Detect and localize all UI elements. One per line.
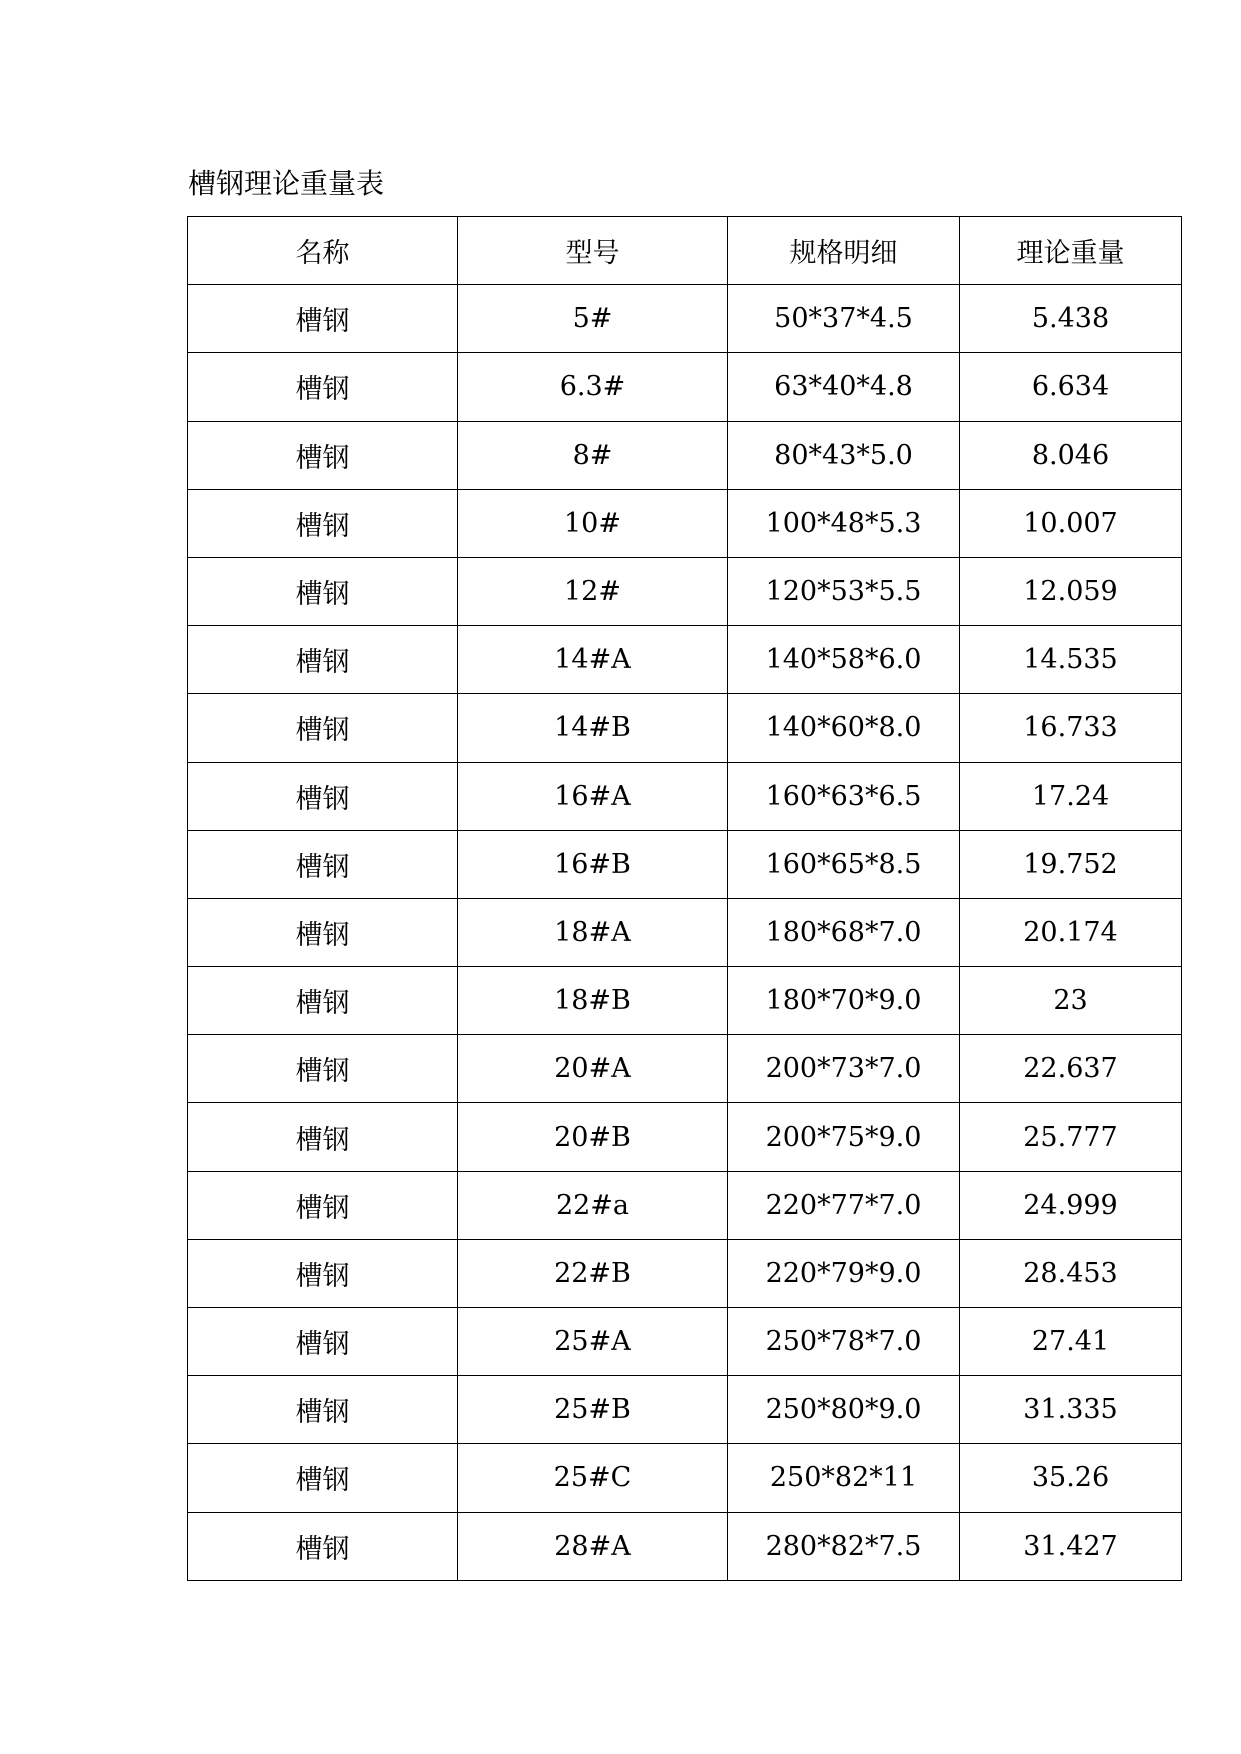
cell-model: 18#B bbox=[458, 967, 728, 1035]
cell-model: 22#a bbox=[458, 1171, 728, 1239]
cell-spec: 100*48*5.3 bbox=[728, 489, 960, 557]
cell-model: 25#B bbox=[458, 1376, 728, 1444]
cell-spec: 120*53*5.5 bbox=[728, 557, 960, 625]
cell-name: 槽钢 bbox=[188, 830, 458, 898]
cell-weight: 20.174 bbox=[960, 898, 1182, 966]
table-row bbox=[188, 1376, 1182, 1444]
cell-model: 8# bbox=[458, 421, 728, 489]
cell-spec: 200*73*7.0 bbox=[728, 1035, 960, 1103]
cell-model: 20#A bbox=[458, 1035, 728, 1103]
table-row bbox=[188, 1239, 1182, 1307]
cell-spec: 200*75*9.0 bbox=[728, 1103, 960, 1171]
cell-weight: 10.007 bbox=[960, 489, 1182, 557]
cell-spec: 250*78*7.0 bbox=[728, 1308, 960, 1376]
channel-steel-weight-table bbox=[187, 216, 1182, 1581]
table-row bbox=[188, 898, 1182, 966]
cell-name: 槽钢 bbox=[188, 1308, 458, 1376]
cell-weight: 22.637 bbox=[960, 1035, 1182, 1103]
cell-model: 25#C bbox=[458, 1444, 728, 1512]
page-title: 槽钢理论重量表 bbox=[188, 167, 385, 200]
cell-name: 槽钢 bbox=[188, 1444, 458, 1512]
table-row bbox=[188, 1103, 1182, 1171]
cell-model: 16#B bbox=[458, 830, 728, 898]
cell-spec: 80*43*5.0 bbox=[728, 421, 960, 489]
cell-spec: 140*60*8.0 bbox=[728, 694, 960, 762]
table-row bbox=[188, 557, 1182, 625]
table-header-row bbox=[188, 217, 1182, 285]
cell-weight: 19.752 bbox=[960, 830, 1182, 898]
cell-model: 10# bbox=[458, 489, 728, 557]
header-weight: 理论重量 bbox=[960, 217, 1182, 285]
cell-model: 20#B bbox=[458, 1103, 728, 1171]
cell-spec: 250*80*9.0 bbox=[728, 1376, 960, 1444]
cell-weight: 8.046 bbox=[960, 421, 1182, 489]
table-row bbox=[188, 830, 1182, 898]
table-row bbox=[188, 1035, 1182, 1103]
cell-model: 5# bbox=[458, 285, 728, 353]
cell-weight: 31.427 bbox=[960, 1512, 1182, 1580]
cell-spec: 220*79*9.0 bbox=[728, 1239, 960, 1307]
cell-model: 12# bbox=[458, 557, 728, 625]
cell-spec: 160*63*6.5 bbox=[728, 762, 960, 830]
cell-spec: 50*37*4.5 bbox=[728, 285, 960, 353]
cell-model: 16#A bbox=[458, 762, 728, 830]
cell-name: 槽钢 bbox=[188, 1103, 458, 1171]
cell-name: 槽钢 bbox=[188, 1035, 458, 1103]
cell-spec: 280*82*7.5 bbox=[728, 1512, 960, 1580]
cell-name: 槽钢 bbox=[188, 898, 458, 966]
cell-name: 槽钢 bbox=[188, 1376, 458, 1444]
table-row bbox=[188, 1308, 1182, 1376]
header-model: 型号 bbox=[458, 217, 728, 285]
table-row bbox=[188, 1444, 1182, 1512]
cell-weight: 6.634 bbox=[960, 353, 1182, 421]
cell-weight: 27.41 bbox=[960, 1308, 1182, 1376]
cell-name: 槽钢 bbox=[188, 1512, 458, 1580]
cell-weight: 23 bbox=[960, 967, 1182, 1035]
table-row bbox=[188, 421, 1182, 489]
cell-name: 槽钢 bbox=[188, 967, 458, 1035]
cell-weight: 14.535 bbox=[960, 626, 1182, 694]
cell-weight: 25.777 bbox=[960, 1103, 1182, 1171]
cell-model: 14#B bbox=[458, 694, 728, 762]
cell-weight: 5.438 bbox=[960, 285, 1182, 353]
cell-spec: 140*58*6.0 bbox=[728, 626, 960, 694]
cell-weight: 16.733 bbox=[960, 694, 1182, 762]
cell-model: 22#B bbox=[458, 1239, 728, 1307]
cell-model: 14#A bbox=[458, 626, 728, 694]
cell-weight: 31.335 bbox=[960, 1376, 1182, 1444]
cell-spec: 180*70*9.0 bbox=[728, 967, 960, 1035]
cell-name: 槽钢 bbox=[188, 626, 458, 694]
cell-model: 25#A bbox=[458, 1308, 728, 1376]
table-row bbox=[188, 626, 1182, 694]
cell-model: 6.3# bbox=[458, 353, 728, 421]
cell-model: 18#A bbox=[458, 898, 728, 966]
cell-spec: 220*77*7.0 bbox=[728, 1171, 960, 1239]
cell-name: 槽钢 bbox=[188, 762, 458, 830]
cell-name: 槽钢 bbox=[188, 285, 458, 353]
cell-spec: 63*40*4.8 bbox=[728, 353, 960, 421]
cell-weight: 12.059 bbox=[960, 557, 1182, 625]
table-row bbox=[188, 967, 1182, 1035]
header-name: 名称 bbox=[188, 217, 458, 285]
table-row bbox=[188, 694, 1182, 762]
table-row bbox=[188, 353, 1182, 421]
cell-spec: 250*82*11 bbox=[728, 1444, 960, 1512]
cell-name: 槽钢 bbox=[188, 489, 458, 557]
table-row bbox=[188, 1171, 1182, 1239]
cell-weight: 28.453 bbox=[960, 1239, 1182, 1307]
header-spec: 规格明细 bbox=[728, 217, 960, 285]
cell-weight: 17.24 bbox=[960, 762, 1182, 830]
cell-spec: 180*68*7.0 bbox=[728, 898, 960, 966]
cell-name: 槽钢 bbox=[188, 421, 458, 489]
cell-name: 槽钢 bbox=[188, 1171, 458, 1239]
cell-weight: 24.999 bbox=[960, 1171, 1182, 1239]
cell-name: 槽钢 bbox=[188, 1239, 458, 1307]
cell-name: 槽钢 bbox=[188, 694, 458, 762]
cell-name: 槽钢 bbox=[188, 557, 458, 625]
table-row bbox=[188, 762, 1182, 830]
cell-name: 槽钢 bbox=[188, 353, 458, 421]
table-body bbox=[188, 285, 1182, 1581]
cell-spec: 160*65*8.5 bbox=[728, 830, 960, 898]
table-row bbox=[188, 489, 1182, 557]
cell-weight: 35.26 bbox=[960, 1444, 1182, 1512]
table-row bbox=[188, 285, 1182, 353]
table-row bbox=[188, 1512, 1182, 1580]
cell-model: 28#A bbox=[458, 1512, 728, 1580]
